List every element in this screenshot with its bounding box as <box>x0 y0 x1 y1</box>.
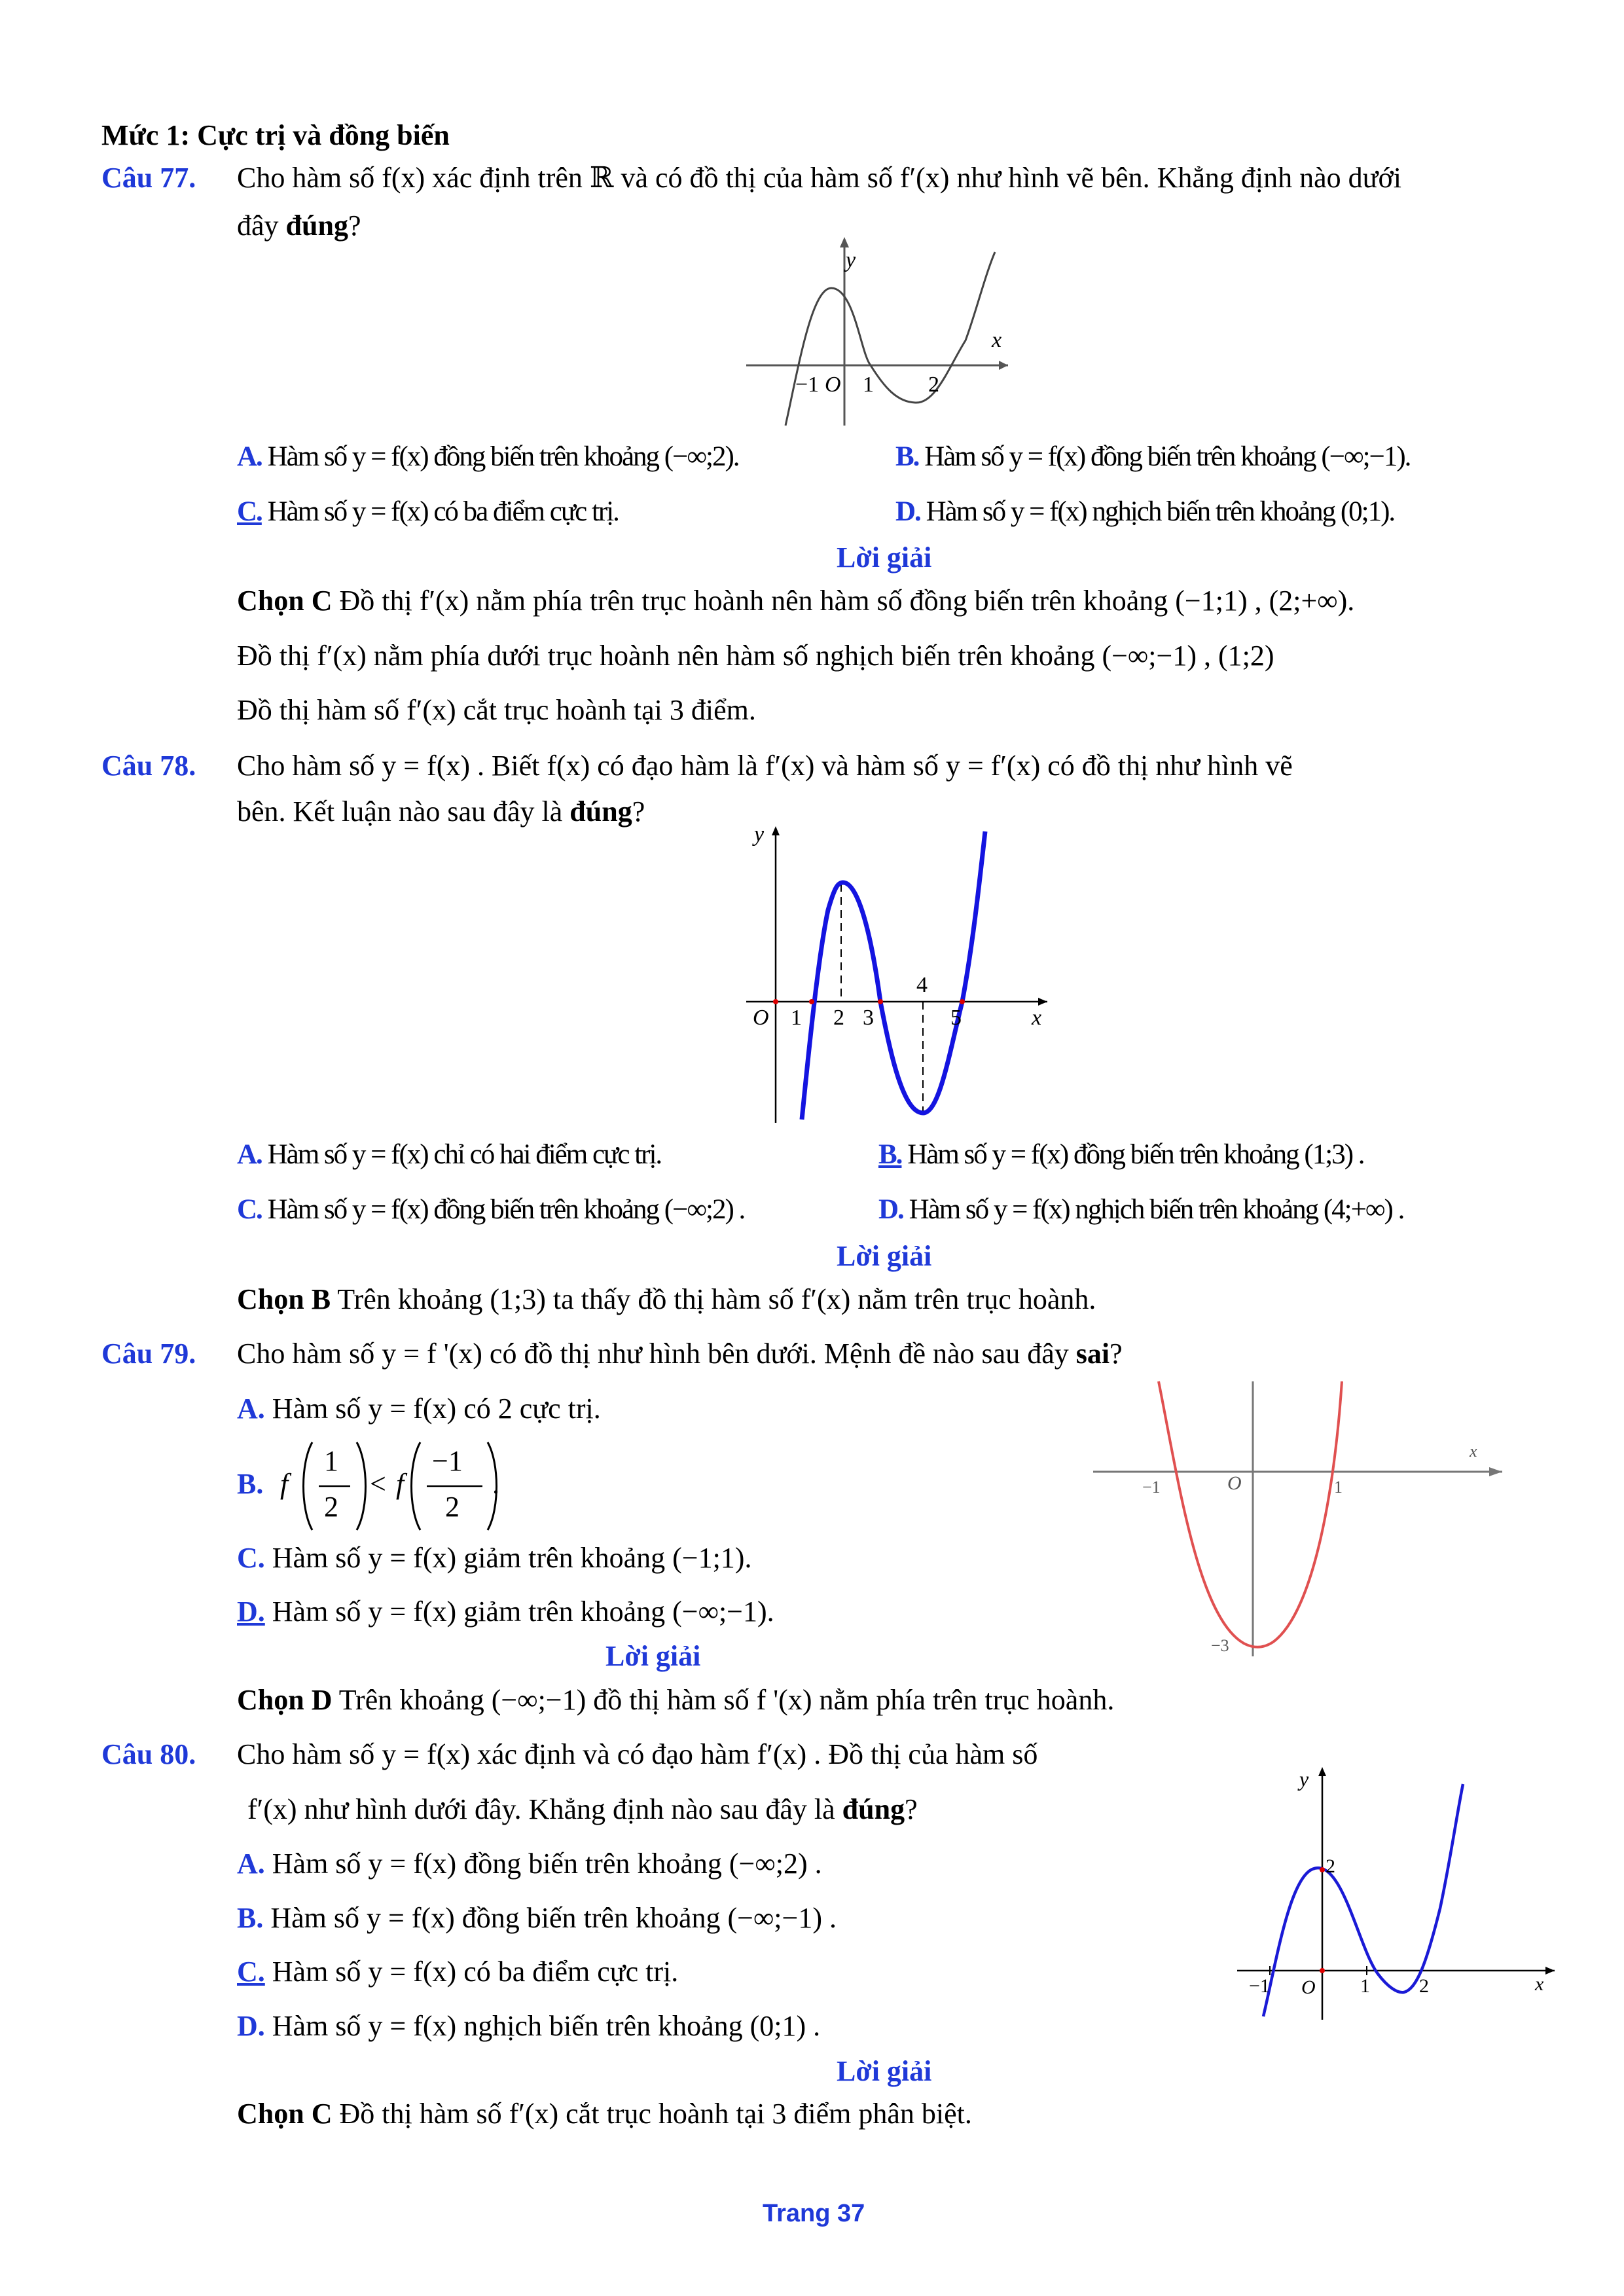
q78-y-label: y <box>754 822 765 847</box>
q77-y-label: y <box>846 248 856 272</box>
q77-tick-neg1: −1 <box>795 373 820 397</box>
q79-option-b-end: . <box>492 1468 499 1500</box>
q80-tick-y2: 2 <box>1326 1855 1335 1877</box>
q77-option-c: C. Hàm số y = f(x) có ba điểm cực trị. <box>237 496 619 527</box>
q77-tick-2: 2 <box>928 373 939 397</box>
q79-option-d: D. Hàm số y = f(x) giảm trên khoảng (−∞;−1). <box>237 1595 774 1628</box>
q79-origin: O <box>1227 1472 1242 1494</box>
q78-tick-5: 5 <box>950 1006 962 1030</box>
q79-option-b-key: B. <box>237 1468 264 1500</box>
q79-x-label: x <box>1470 1442 1477 1461</box>
q79-option-a: A. Hàm số y = f(x) có 2 cực trị. <box>237 1393 601 1425</box>
q80-x-label: x <box>1535 1973 1544 1995</box>
q77-text-line1: Cho hàm số f(x) xác định trên ℝ và có đồ thị của hàm số f′(x) như hình vẽ bên. Khẳng định nào dưới <box>237 162 1401 194</box>
q80-tick-neg1: −1 <box>1249 1975 1270 1997</box>
q78-text-line2: bên. Kết luận nào sau đây là đúng? <box>237 795 645 828</box>
q78-tick-3: 3 <box>863 1006 874 1030</box>
q80-graph <box>1231 1764 1558 2026</box>
q77-text-line2: đây đúng? <box>237 210 361 242</box>
q79-option-b-f1: f <box>280 1468 289 1500</box>
q78-solution-line1: Chọn B Trên khoảng (1;3) ta thấy đồ thị hàm số f′(x) nằm trên trục hoành. <box>237 1283 1096 1315</box>
q80-option-a: A. Hàm số y = f(x) đồng biến trên khoảng (−∞;2) . <box>237 1848 822 1880</box>
q77-option-d: D. Hàm số y = f(x) nghịch biến trên khoảng (0;1). <box>895 496 1395 527</box>
q79-option-b-f2: f <box>396 1468 405 1500</box>
q79-option-c: C. Hàm số y = f(x) giảm trên khoảng (−1;1). <box>237 1542 752 1574</box>
q78-text-line1: Cho hàm số y = f(x) . Biết f(x) có đạo hàm là f′(x) và hàm số y = f′(x) có đồ thị như hình vẽ <box>237 750 1293 782</box>
q78-option-b: B. Hàm số y = f(x) đồng biến trên khoảng (1;3) . <box>878 1139 1364 1170</box>
q79-tick-neg1: −1 <box>1142 1478 1161 1497</box>
q80-option-d: D. Hàm số y = f(x) nghịch biến trên khoảng (0;1) . <box>237 2010 821 2042</box>
q78-option-a: A. Hàm số y = f(x) chỉ có hai điểm cực trị. <box>237 1139 662 1170</box>
q79-less-than: < <box>370 1468 386 1500</box>
page-number: Trang 37 <box>763 2200 865 2227</box>
q78-label: Câu 78. <box>101 750 196 782</box>
q80-option-c: C. Hàm số y = f(x) có ba điểm cực trị. <box>237 1956 679 1988</box>
q78-graph <box>740 822 1054 1126</box>
q80-text-line1: Cho hàm số y = f(x) xác định và có đạo hàm f′(x) . Đồ thị của hàm số <box>237 1738 1038 1770</box>
q77-label: Câu 77. <box>101 162 196 194</box>
q78-option-d: D. Hàm số y = f(x) nghịch biến trên khoảng (4;+∞) . <box>878 1194 1404 1225</box>
q78-x-label: x <box>1032 1006 1042 1030</box>
q80-solution-label: Lời giải <box>837 2055 932 2087</box>
q80-label: Câu 80. <box>101 1738 196 1770</box>
q79-frac2-den: 2 <box>445 1491 460 1523</box>
q79-frac1-num: 1 <box>324 1445 338 1477</box>
q79-frac2-num: −1 <box>432 1445 463 1477</box>
q77-x-label: x <box>992 328 1002 352</box>
q80-option-b: B. Hàm số y = f(x) đồng biến trên khoảng (−∞;−1) . <box>237 1902 837 1934</box>
q77-option-b: B. Hàm số y = f(x) đồng biến trên khoảng (−∞;−1). <box>895 441 1411 472</box>
q77-option-a: A. Hàm số y = f(x) đồng biến trên khoảng (−∞;2). <box>237 441 739 472</box>
q79-solution-line1: Chọn D Trên khoảng (−∞;−1) đồ thị hàm số f '(x) nằm phía trên trục hoành. <box>237 1684 1115 1716</box>
q78-tick-1: 1 <box>791 1006 802 1030</box>
q77-solution-line3: Đồ thị hàm số f′(x) cắt trục hoành tại 3 điểm. <box>237 694 756 726</box>
q80-origin: O <box>1301 1977 1316 1998</box>
q77-tick-1: 1 <box>863 373 874 397</box>
q79-text-line1: Cho hàm số y = f '(x) có đồ thị như hình bên dưới. Mệnh đề nào sau đây sai? <box>237 1338 1123 1370</box>
q78-option-c: C. Hàm số y = f(x) đồng biến trên khoảng (−∞;2) . <box>237 1194 745 1225</box>
q78-solution-label: Lời giải <box>837 1240 932 1272</box>
q78-origin: O <box>753 1006 769 1030</box>
q77-origin: O <box>825 373 841 397</box>
q79-graph <box>1093 1381 1512 1656</box>
q77-solution-line2: Đồ thị f′(x) nằm phía dưới trục hoành nên hàm số nghịch biến trên khoảng (−∞;−1) , (1;2) <box>237 640 1274 672</box>
q77-solution-label: Lời giải <box>837 541 932 574</box>
q77-solution-line1: Chọn C Đồ thị f′(x) nằm phía trên trục hoành nên hàm số đồng biến trên khoảng (−1;1) , (2;+∞). <box>237 585 1355 617</box>
section-title: Mức 1: Cực trị và đồng biến <box>101 119 450 151</box>
q79-tick-neg3: −3 <box>1211 1636 1229 1655</box>
q78-tick-4: 4 <box>916 973 928 997</box>
q79-solution-label: Lời giải <box>605 1640 701 1672</box>
q77-graph <box>740 236 1015 432</box>
q79-frac1-den: 2 <box>324 1491 338 1523</box>
q80-tick-2: 2 <box>1419 1975 1429 1997</box>
q80-tick-1: 1 <box>1360 1975 1370 1997</box>
q80-solution-line1: Chọn C Đồ thị hàm số f′(x) cắt trục hoành tại 3 điểm phân biệt. <box>237 2098 972 2130</box>
q79-label: Câu 79. <box>101 1338 196 1370</box>
q79-tick-1: 1 <box>1334 1478 1343 1497</box>
q80-text-line2: f′(x) như hình dưới đây. Khẳng định nào sau đây là đúng? <box>247 1793 918 1825</box>
q80-y-label: y <box>1299 1767 1309 1791</box>
q78-tick-2: 2 <box>833 1006 844 1030</box>
